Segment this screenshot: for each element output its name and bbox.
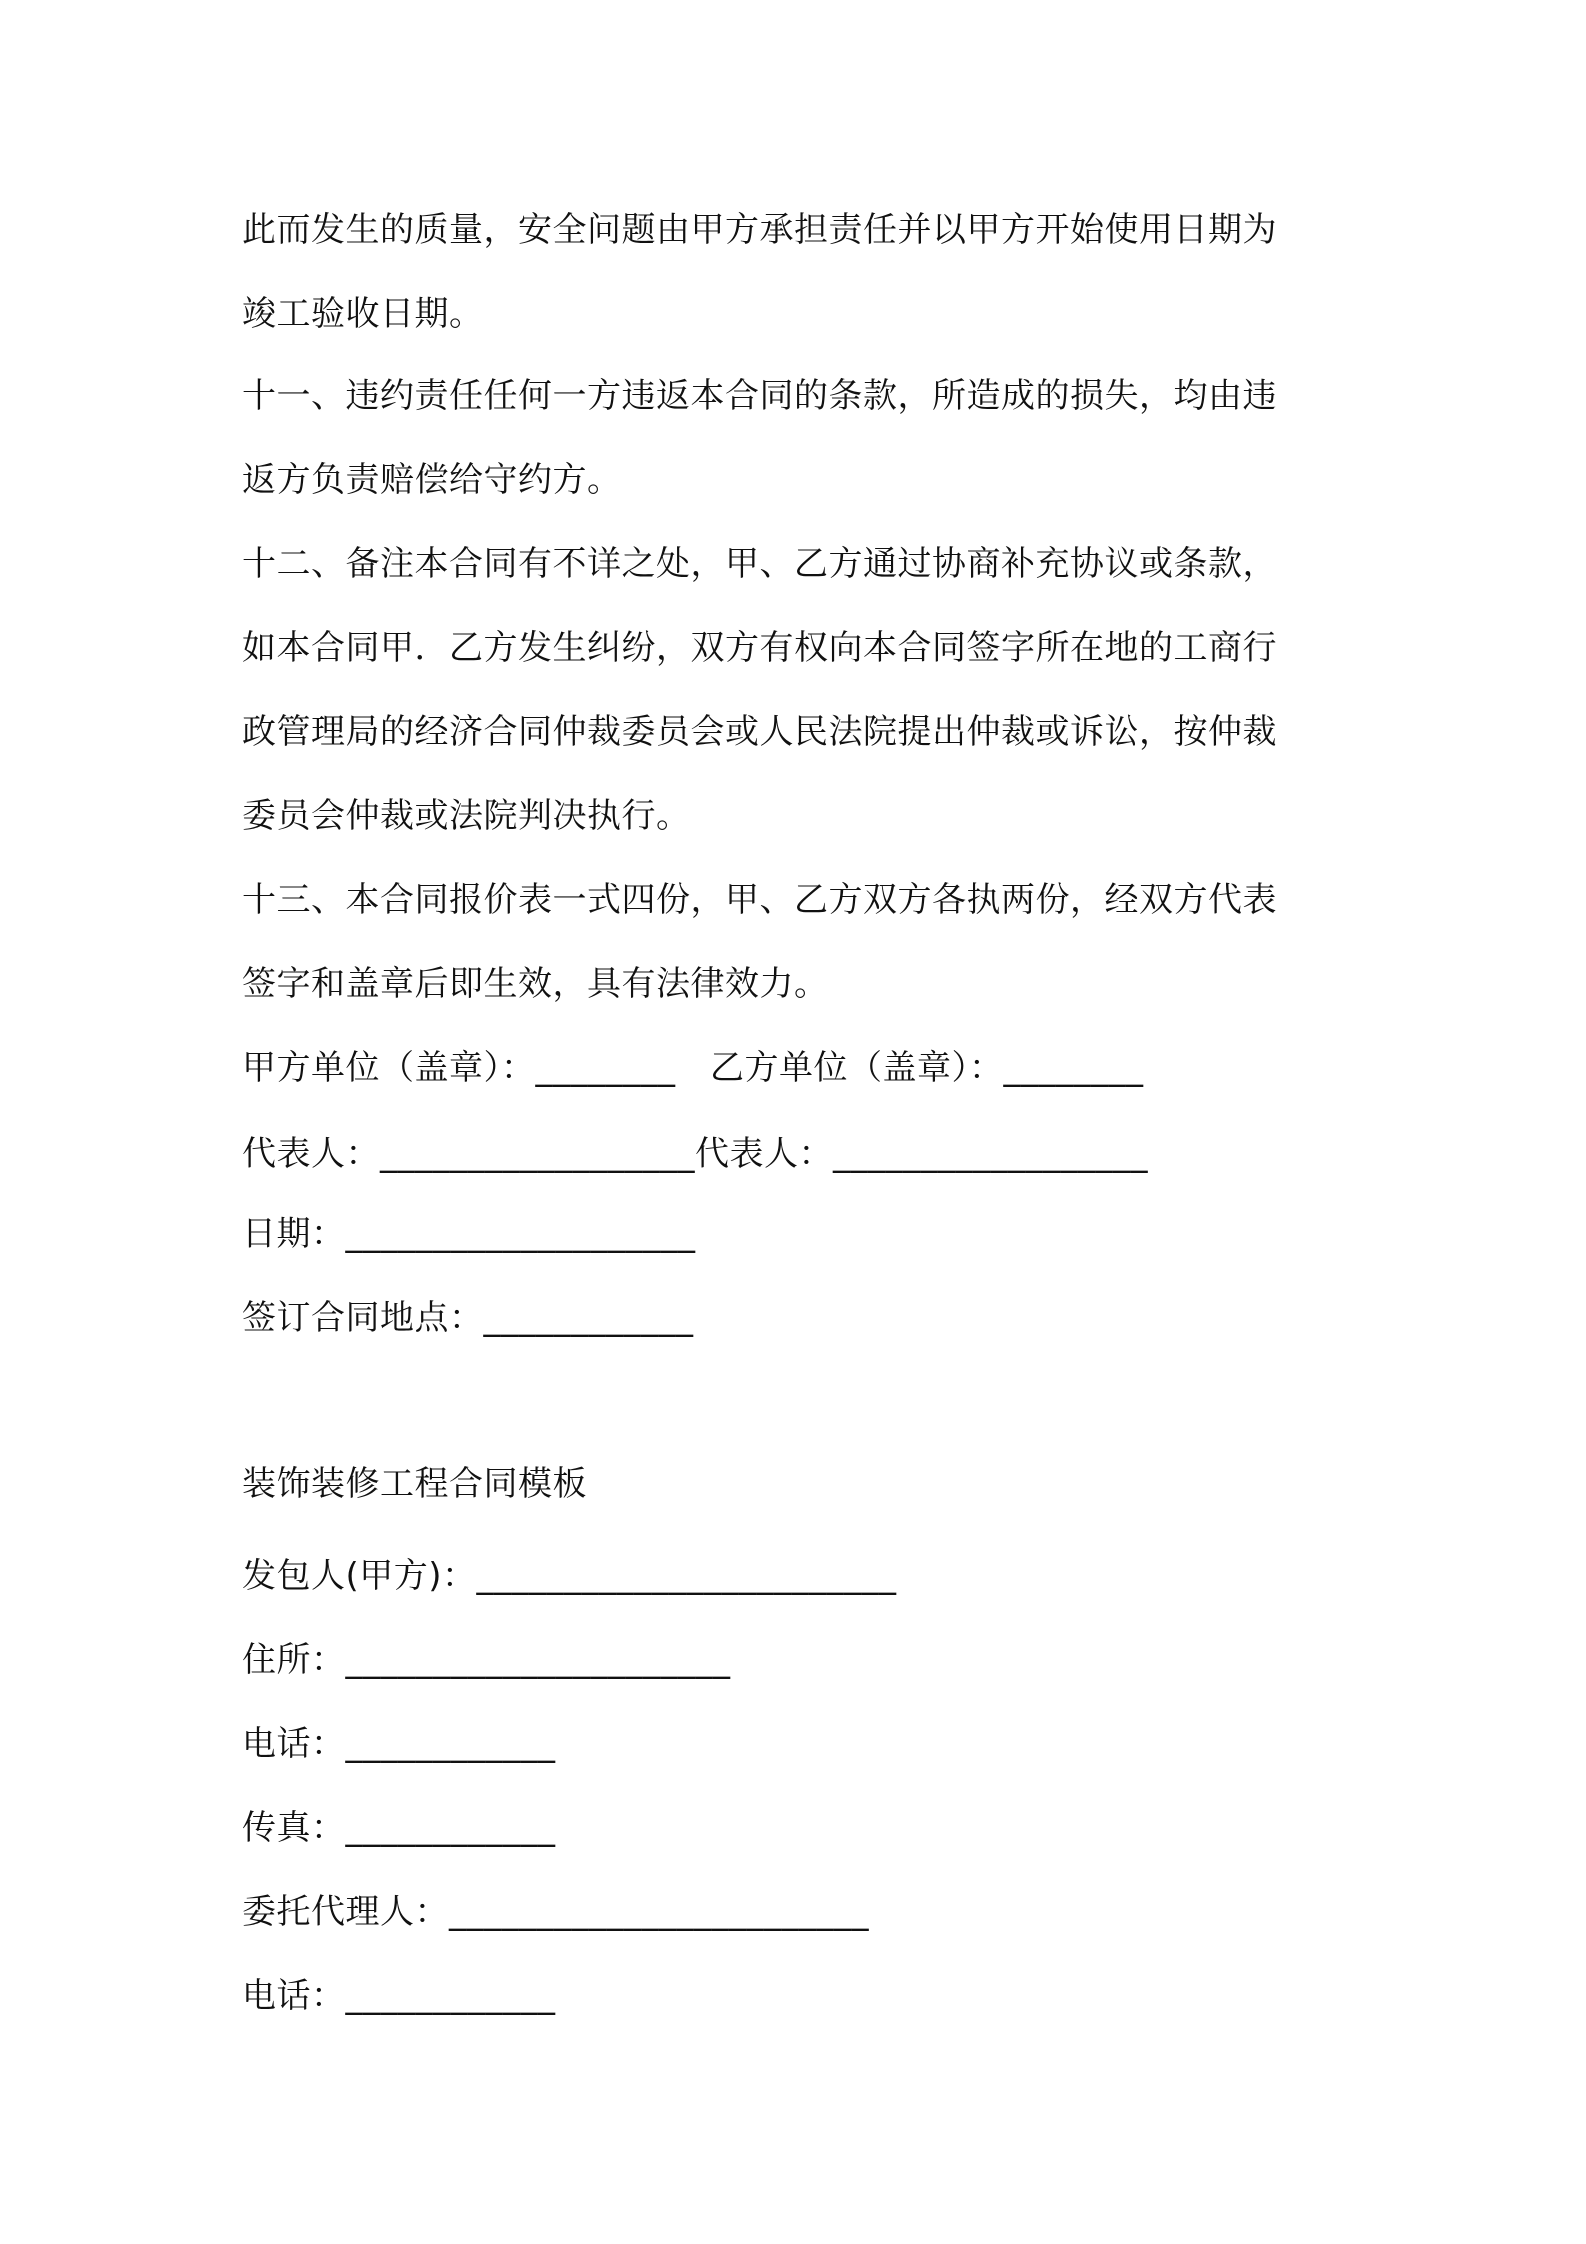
body-line: 十三、本合同报价表一式四份，甲、乙方双方各执两份，经双方代表 [242, 880, 1277, 920]
body-line: 签字和盖章后即生效，具有法律效力。 [242, 964, 829, 1004]
body-line: 返方负责赔偿给守约方。 [242, 460, 622, 500]
body-line: 如本合同甲．乙方发生纠纷，双方有权向本合同签字所在地的工商行 [242, 628, 1277, 668]
signature-representatives: 代表人：__________________代表人：__________________ [242, 1134, 1148, 1174]
signature-party-units: 甲方单位（盖章）：________ 乙方单位（盖章）：________ [242, 1048, 1144, 1088]
party-line: 发包人(甲方)：________________________ [242, 1556, 897, 1596]
body-line: 此而发生的质量，安全问题由甲方承担责任并以甲方开始使用日期为 [242, 210, 1277, 250]
party-line: 传真：____________ [242, 1808, 556, 1848]
section-title: 装饰装修工程合同模板 [242, 1464, 587, 1504]
body-line: 政管理局的经济合同仲裁委员会或人民法院提出仲裁或诉讼，按仲裁 [242, 712, 1277, 752]
signature-date: 日期：____________________ [242, 1214, 696, 1254]
party-line: 委托代理人：________________________ [242, 1892, 869, 1932]
body-line: 十二、备注本合同有不详之处，甲、乙方通过协商补充协议或条款， [242, 544, 1277, 584]
body-line: 竣工验收日期。 [242, 294, 484, 334]
party-line: 住所：______________________ [242, 1640, 731, 1680]
signature-location: 签订合同地点：____________ [242, 1298, 694, 1338]
body-line: 委员会仲裁或法院判决执行。 [242, 796, 691, 836]
party-line: 电话：____________ [242, 1724, 556, 1764]
party-line: 电话：____________ [242, 1976, 556, 2016]
body-line: 十一、违约责任任何一方违返本合同的条款，所造成的损失，均由违 [242, 376, 1277, 416]
